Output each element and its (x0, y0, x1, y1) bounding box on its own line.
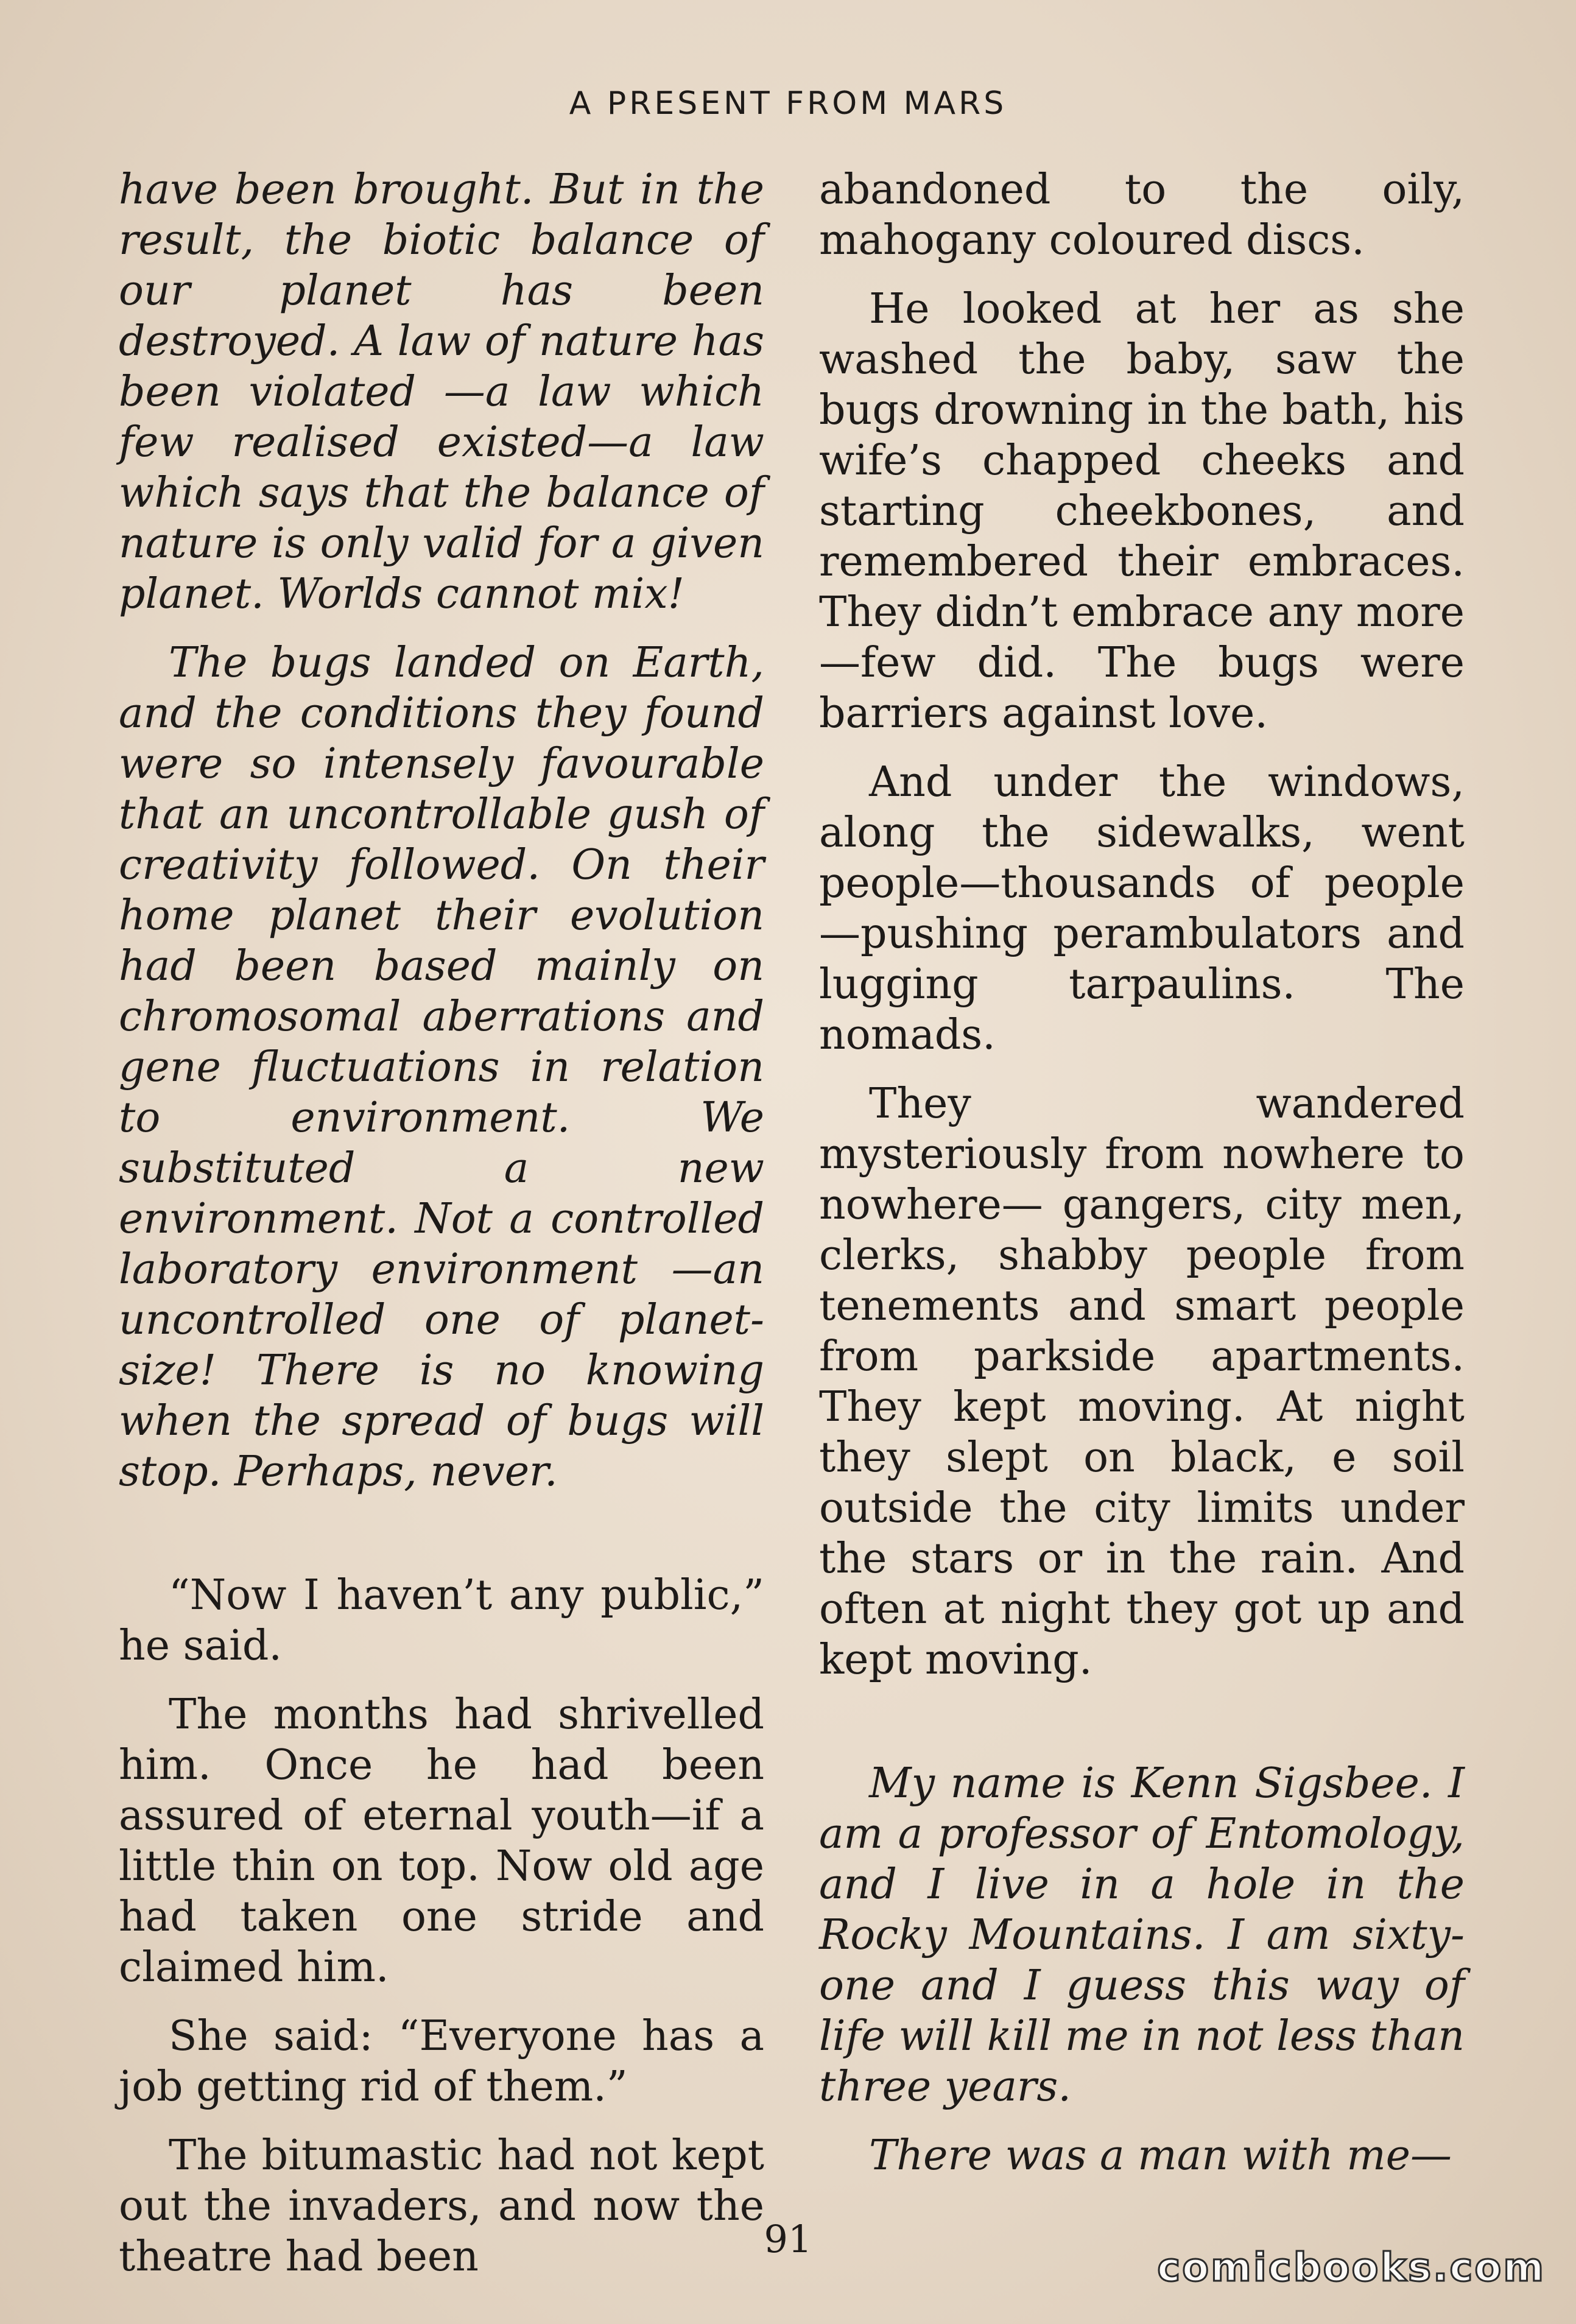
paragraph: He looked at her as she washed the baby, saw the bugs drowning in the bath, his wife’s chapped cheeks and starting cheekbones, and remembered their embraces. They didn’t embrace any more—few did. The bugs were barriers against love. (819, 285, 1465, 738)
italic-paragraph: The bugs landed on Earth, and the conditions they found were so intensely favourable that an uncontrollable gush of creativity followed. On their home planet their evolution had been based mainly on chromosomal aberrations and gene fluctuations in relation to environment. We substituted a new environment. Not a controlled laboratory environment —an uncontrolled one of planet-size! There is no knowing when the spread of bugs will stop. Perhaps, never. (119, 639, 764, 1496)
paragraph: And under the windows, along the sidewalks, went people—thousands of people —pushing perambulators and lugging tarpaulins. The nomads. (819, 758, 1465, 1059)
watermark: comicbooks.com (1157, 2245, 1546, 2291)
paragraph: The months had shrivelled him. Once he had been assured of eternal youth—if a little thin on top. Now old age had taken one stride and claimed him. (119, 1691, 764, 1991)
paragraph: They wandered mysteriously from nowhere to nowhere— gangers, city men, clerks, shabby people from tenements and smart people from parkside apartments. They kept moving. At night they slept on black, e soil outside the city limits under the stars or in the rain. And often at night they got up and kept moving. (819, 1080, 1465, 1684)
italic-paragraph: have been brought. But in the result, the biotic balance of our planet has been destroyed. A law of nature has been violated —a law which few realised existed—a law which says that the balance of nature is only valid for a given planet. Worlds cannot mix! (119, 166, 764, 618)
right-column (819, 164, 1465, 2199)
left-column (119, 164, 764, 2300)
italic-paragraph: My name is Kenn Sigsbee. I am a professor of Entomology, and I live in a hole in the Rocky Mountains. I am sixty-one and I guess this way of life will kill me in not less than three years. (819, 1759, 1465, 2111)
paragraph: She said: “Everyone has a job getting rid of them.” (119, 2012, 764, 2111)
paragraph: The bitumastic had not kept out the invaders, and now the theatre had been (119, 2132, 764, 2281)
paragraph: “Now I haven’t any public,” he said. (119, 1571, 764, 1670)
running-head: A PRESENT FROM MARS (569, 85, 1007, 122)
italic-paragraph: There was a man with me— (869, 2132, 1452, 2180)
page-number: 91 (764, 2217, 812, 2261)
section-break (119, 1515, 764, 1570)
paragraph: abandoned to the oily, mahogany coloured discs. (819, 166, 1465, 264)
section-break (819, 1703, 1465, 1758)
